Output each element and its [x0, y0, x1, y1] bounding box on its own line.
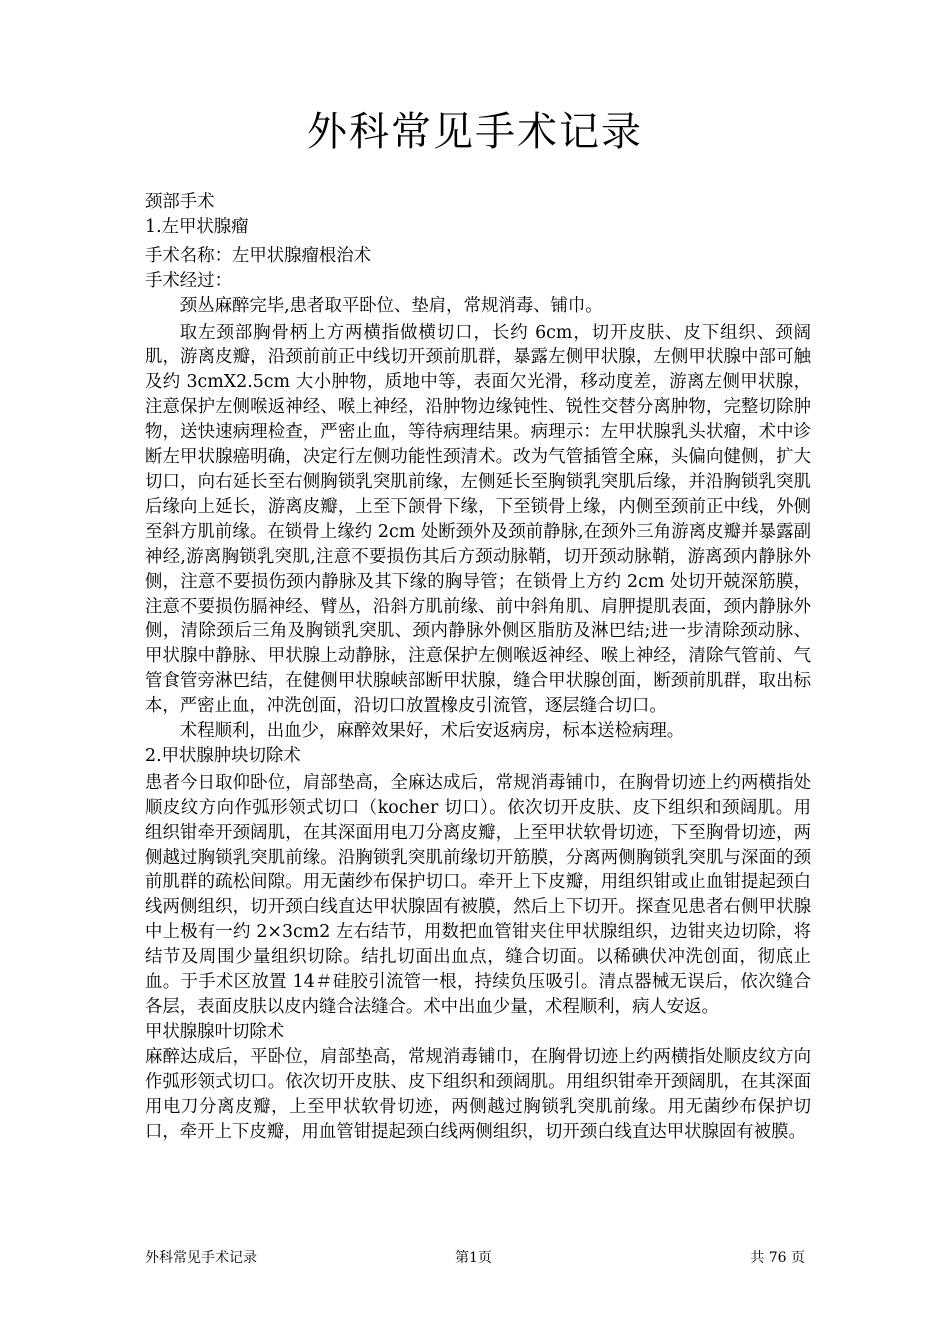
- paragraph-procedure-1: 取左颈部胸骨柄上方两横指做横切口，长约 6cm，切开皮肤、皮下组织、颈阔肌，游离皮瓣，沿颈前前正中线切开颈前肌群，暴露左侧甲状腺，左侧甲状腺中部可触及约 3cmX2.5cm 大小肿物，质地中等，表面欠光滑，移动度差，游离左侧甲状腺，注意保护左侧喉返神经、喉上神经，沿肿物边缘钝性、锐性交替分离肿物，完整切除肿物，送快速病理检查，严密止血，等待病理结果。病理示：左甲状腺乳头状瘤，术中诊断左甲状腺癌明确，决定行左侧功能性颈清术。改为气管插管全麻，头偏向健侧，扩大切口，向右延长至右侧胸锁乳突肌前缘，左侧延长至胸锁乳突肌后缘，并沿胸锁乳突肌后缘向上延长，游离皮瓣，上至下颌骨下缘，下至锁骨上缘，内侧至颈前正中线，外侧至斜方肌前缘。在锁骨上缘约 2cm 处断颈外及颈前静脉,在颈外三角游离皮瓣并暴露副神经,游离胸锁乳突肌,注意不要损伤其后方颈动脉鞘，切开颈动脉鞘，游离颈内静脉外侧，注意不要损伤颈内静脉及其下缘的胸导管；在锁骨上方约 2cm 处切开兢深筋膜，注意不要损伤膈神经、臂丛，沿斜方肌前缘、前中斜角肌、肩胛提肌表面，颈内静脉外侧，清除颈后三角及胸锁乳突肌、颈内静脉外侧区脂肪及淋巴结;进一步清除颈动脉、甲状腺中静脉、甲状腺上动静脉，注意保护左侧喉返神经、喉上神经，清除气管前、气管食管旁淋巴结，在健侧甲状腺峡部断甲状腺，缝合甲状腺创面，断颈前肌群，取出标本，严密止血，冲洗创面，沿切口放置橡皮引流管，逐层缝合切口。: [145, 322, 811, 717]
- item-heading-3: 甲状腺腺叶切除术: [145, 1021, 285, 1042]
- footer-page-number: 第1页: [455, 1250, 492, 1266]
- footer-page-total: 共 76 页: [750, 1250, 805, 1266]
- paragraph-outcome-1: 术程顺利，出血少，麻醉效果好，术后安返病房，标本送检病理。: [179, 721, 685, 742]
- section-heading-neck: 颈部手术: [145, 192, 215, 212]
- footer-document-title: 外科常见手术记录: [145, 1250, 257, 1266]
- paragraph-anesthesia: 颈丛麻醉完毕,患者取平卧位、垫肩，常规消毒、铺巾。: [179, 295, 603, 316]
- page-title: 外科常见手术记录: [307, 109, 643, 155]
- item-heading-2: 2.甲状腺肿块切除术: [145, 745, 301, 766]
- operation-process-label: 手术经过：: [145, 270, 232, 291]
- operation-name: 手术名称：左甲状腺瘤根治术: [145, 245, 372, 266]
- paragraph-procedure-3: 麻醉达成后，平卧位，肩部垫高，常规消毒铺巾，在胸骨切迹上约两横指处顺皮纹方向作弧形领式切口。依次切开皮肤、皮下组织和颈阔肌。用组织钳牵开颈阔肌，在其深面用电刀分离皮瓣，上至甲状软骨切迹，两侧越过胸锁乳突肌前缘。用无菌纱布保护切口，牵开上下皮瓣，用血管钳提起颈白线两侧组织，切开颈白线直达甲状腺固有被膜。: [145, 1046, 811, 1142]
- document-body: [145, 190, 811, 1144]
- item-heading-1: 1.左甲状腺瘤: [145, 216, 249, 237]
- paragraph-procedure-2: 患者今日取仰卧位，肩部垫高，全麻达成后，常规消毒铺巾，在胸骨切迹上约两横指处顺皮纹方向作弧形领式切口（kocher 切口）。依次切开皮肤、皮下组织和颈阔肌。用组织钳牵开颈阔肌，在其深面用电刀分离皮瓣，上至甲状软骨切迹，下至胸骨切迹，两侧越过胸锁乳突肌前缘。沿胸锁乳突肌前缘切开筋膜，分离两侧胸锁乳突肌与深面的颈前肌群的疏松间隙。用无菌纱布保护切口。牵开上下皮瓣，用组织钳或止血钳提起颈白线两侧组织，切开颈白线直达甲状腺固有被膜，然后上下切开。探查见患者右侧甲状腺中上极有一约 2×3cm2 左右结节，用数把血管钳夹住甲状腺组织，边钳夹边切除，将结节及周围少量组织切除。结扎切面出血点，缝合切面。以稀碘伏冲洗创面，彻底止血。于手术区放置 14＃硅胶引流管一根，持续负压吸引。清点器械无误后，依次缝合各层，表面皮肤以皮内缝合法缝合。术中出血少量，术程顺利，病人安返。: [145, 772, 811, 1017]
